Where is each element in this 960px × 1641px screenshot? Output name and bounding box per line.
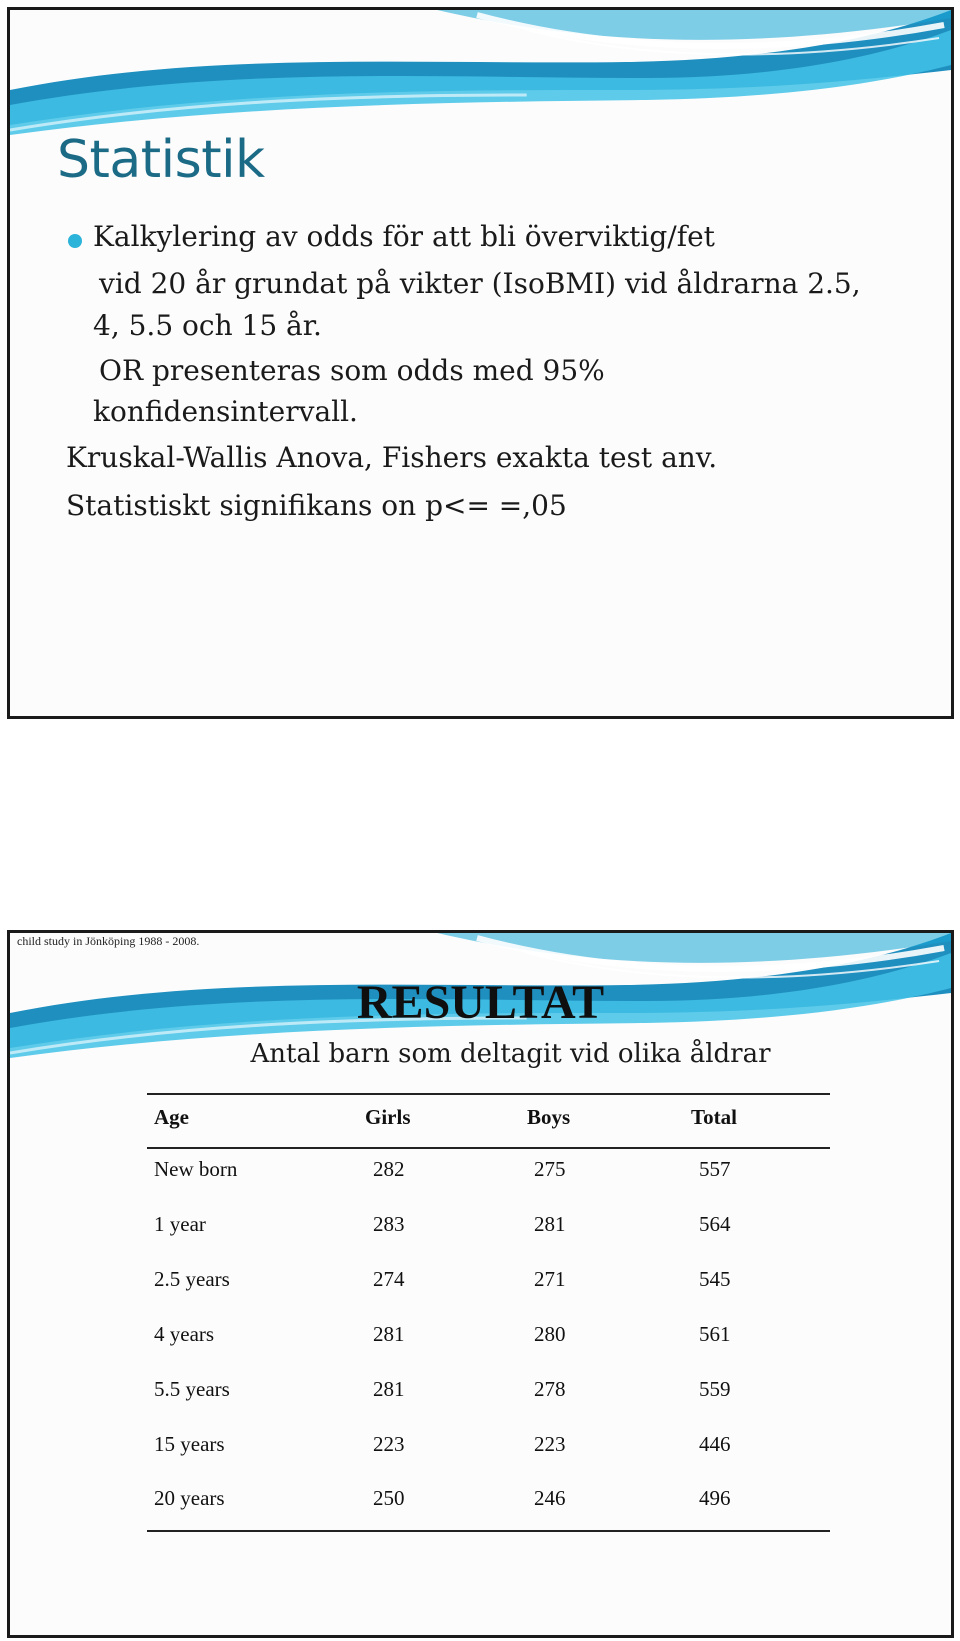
body-line: konfidensintervall. bbox=[93, 395, 358, 428]
slide-resultat bbox=[7, 930, 954, 1638]
table-row-age: 15 years bbox=[154, 1432, 225, 1456]
table-row-girls: 223 bbox=[373, 1432, 405, 1456]
body-line: OR presenteras som odds med 95% bbox=[99, 354, 605, 387]
table-row-total: 564 bbox=[699, 1212, 731, 1236]
table-row-total: 446 bbox=[699, 1432, 731, 1456]
table-row-boys: 281 bbox=[534, 1212, 566, 1236]
table-row-girls: 250 bbox=[373, 1486, 405, 1510]
table-row-age: 5.5 years bbox=[154, 1377, 230, 1401]
body-line: vid 20 år grundat på vikter (IsoBMI) vid åldrarna 2.5, bbox=[99, 267, 861, 300]
table-row-boys: 271 bbox=[534, 1267, 566, 1291]
table-row-age: 1 year bbox=[154, 1212, 206, 1236]
body-line: 4, 5.5 och 15 år. bbox=[93, 309, 322, 342]
table-row-total: 496 bbox=[699, 1486, 731, 1510]
table-row-boys: 278 bbox=[534, 1377, 566, 1401]
bullet-dot-icon bbox=[68, 234, 82, 248]
header-girls: Girls bbox=[365, 1105, 411, 1129]
table-row-boys: 280 bbox=[534, 1322, 566, 1346]
header-age: Age bbox=[154, 1105, 189, 1129]
table-row-total: 559 bbox=[699, 1377, 731, 1401]
table-bottom-rule bbox=[147, 1530, 830, 1532]
source-caption: child study in Jönköping 1988 - 2008. bbox=[17, 934, 200, 948]
body-line: Kruskal-Wallis Anova, Fishers exakta test anv. bbox=[66, 441, 718, 474]
table-row-girls: 281 bbox=[373, 1322, 405, 1346]
table-row-age: 20 years bbox=[154, 1486, 225, 1510]
table-row-girls: 283 bbox=[373, 1212, 405, 1236]
header-boys: Boys bbox=[527, 1105, 571, 1129]
slide-subtitle: Antal barn som deltagit vid olika åldrar bbox=[250, 1039, 771, 1069]
bullet-text: Kalkylering av odds för att bli överviktig/fet bbox=[93, 220, 715, 253]
table-row-total: 557 bbox=[699, 1157, 731, 1181]
slide-title: RESULTAT bbox=[356, 976, 605, 1029]
header-total: Total bbox=[691, 1105, 737, 1129]
body-line: Statistiskt signifikans on p<= =,05 bbox=[66, 489, 567, 522]
slide-statistik bbox=[7, 7, 954, 719]
table-header-rule bbox=[147, 1147, 830, 1149]
table-row-boys: 223 bbox=[534, 1432, 566, 1456]
table-row-girls: 282 bbox=[373, 1157, 405, 1181]
table-row-age: 4 years bbox=[154, 1322, 215, 1346]
slide-title: Statistik bbox=[57, 130, 265, 190]
table-row-girls: 274 bbox=[373, 1267, 405, 1291]
table-top-rule bbox=[147, 1093, 830, 1095]
table-row-total: 545 bbox=[699, 1267, 731, 1291]
table-row-age: New born bbox=[154, 1157, 238, 1181]
table-row-girls: 281 bbox=[373, 1377, 405, 1401]
table-row-age: 2.5 years bbox=[154, 1267, 230, 1291]
table-row-boys: 275 bbox=[534, 1157, 566, 1181]
table-row-total: 561 bbox=[699, 1322, 731, 1346]
wave-banner bbox=[10, 10, 951, 140]
table-row-boys: 246 bbox=[534, 1486, 566, 1510]
